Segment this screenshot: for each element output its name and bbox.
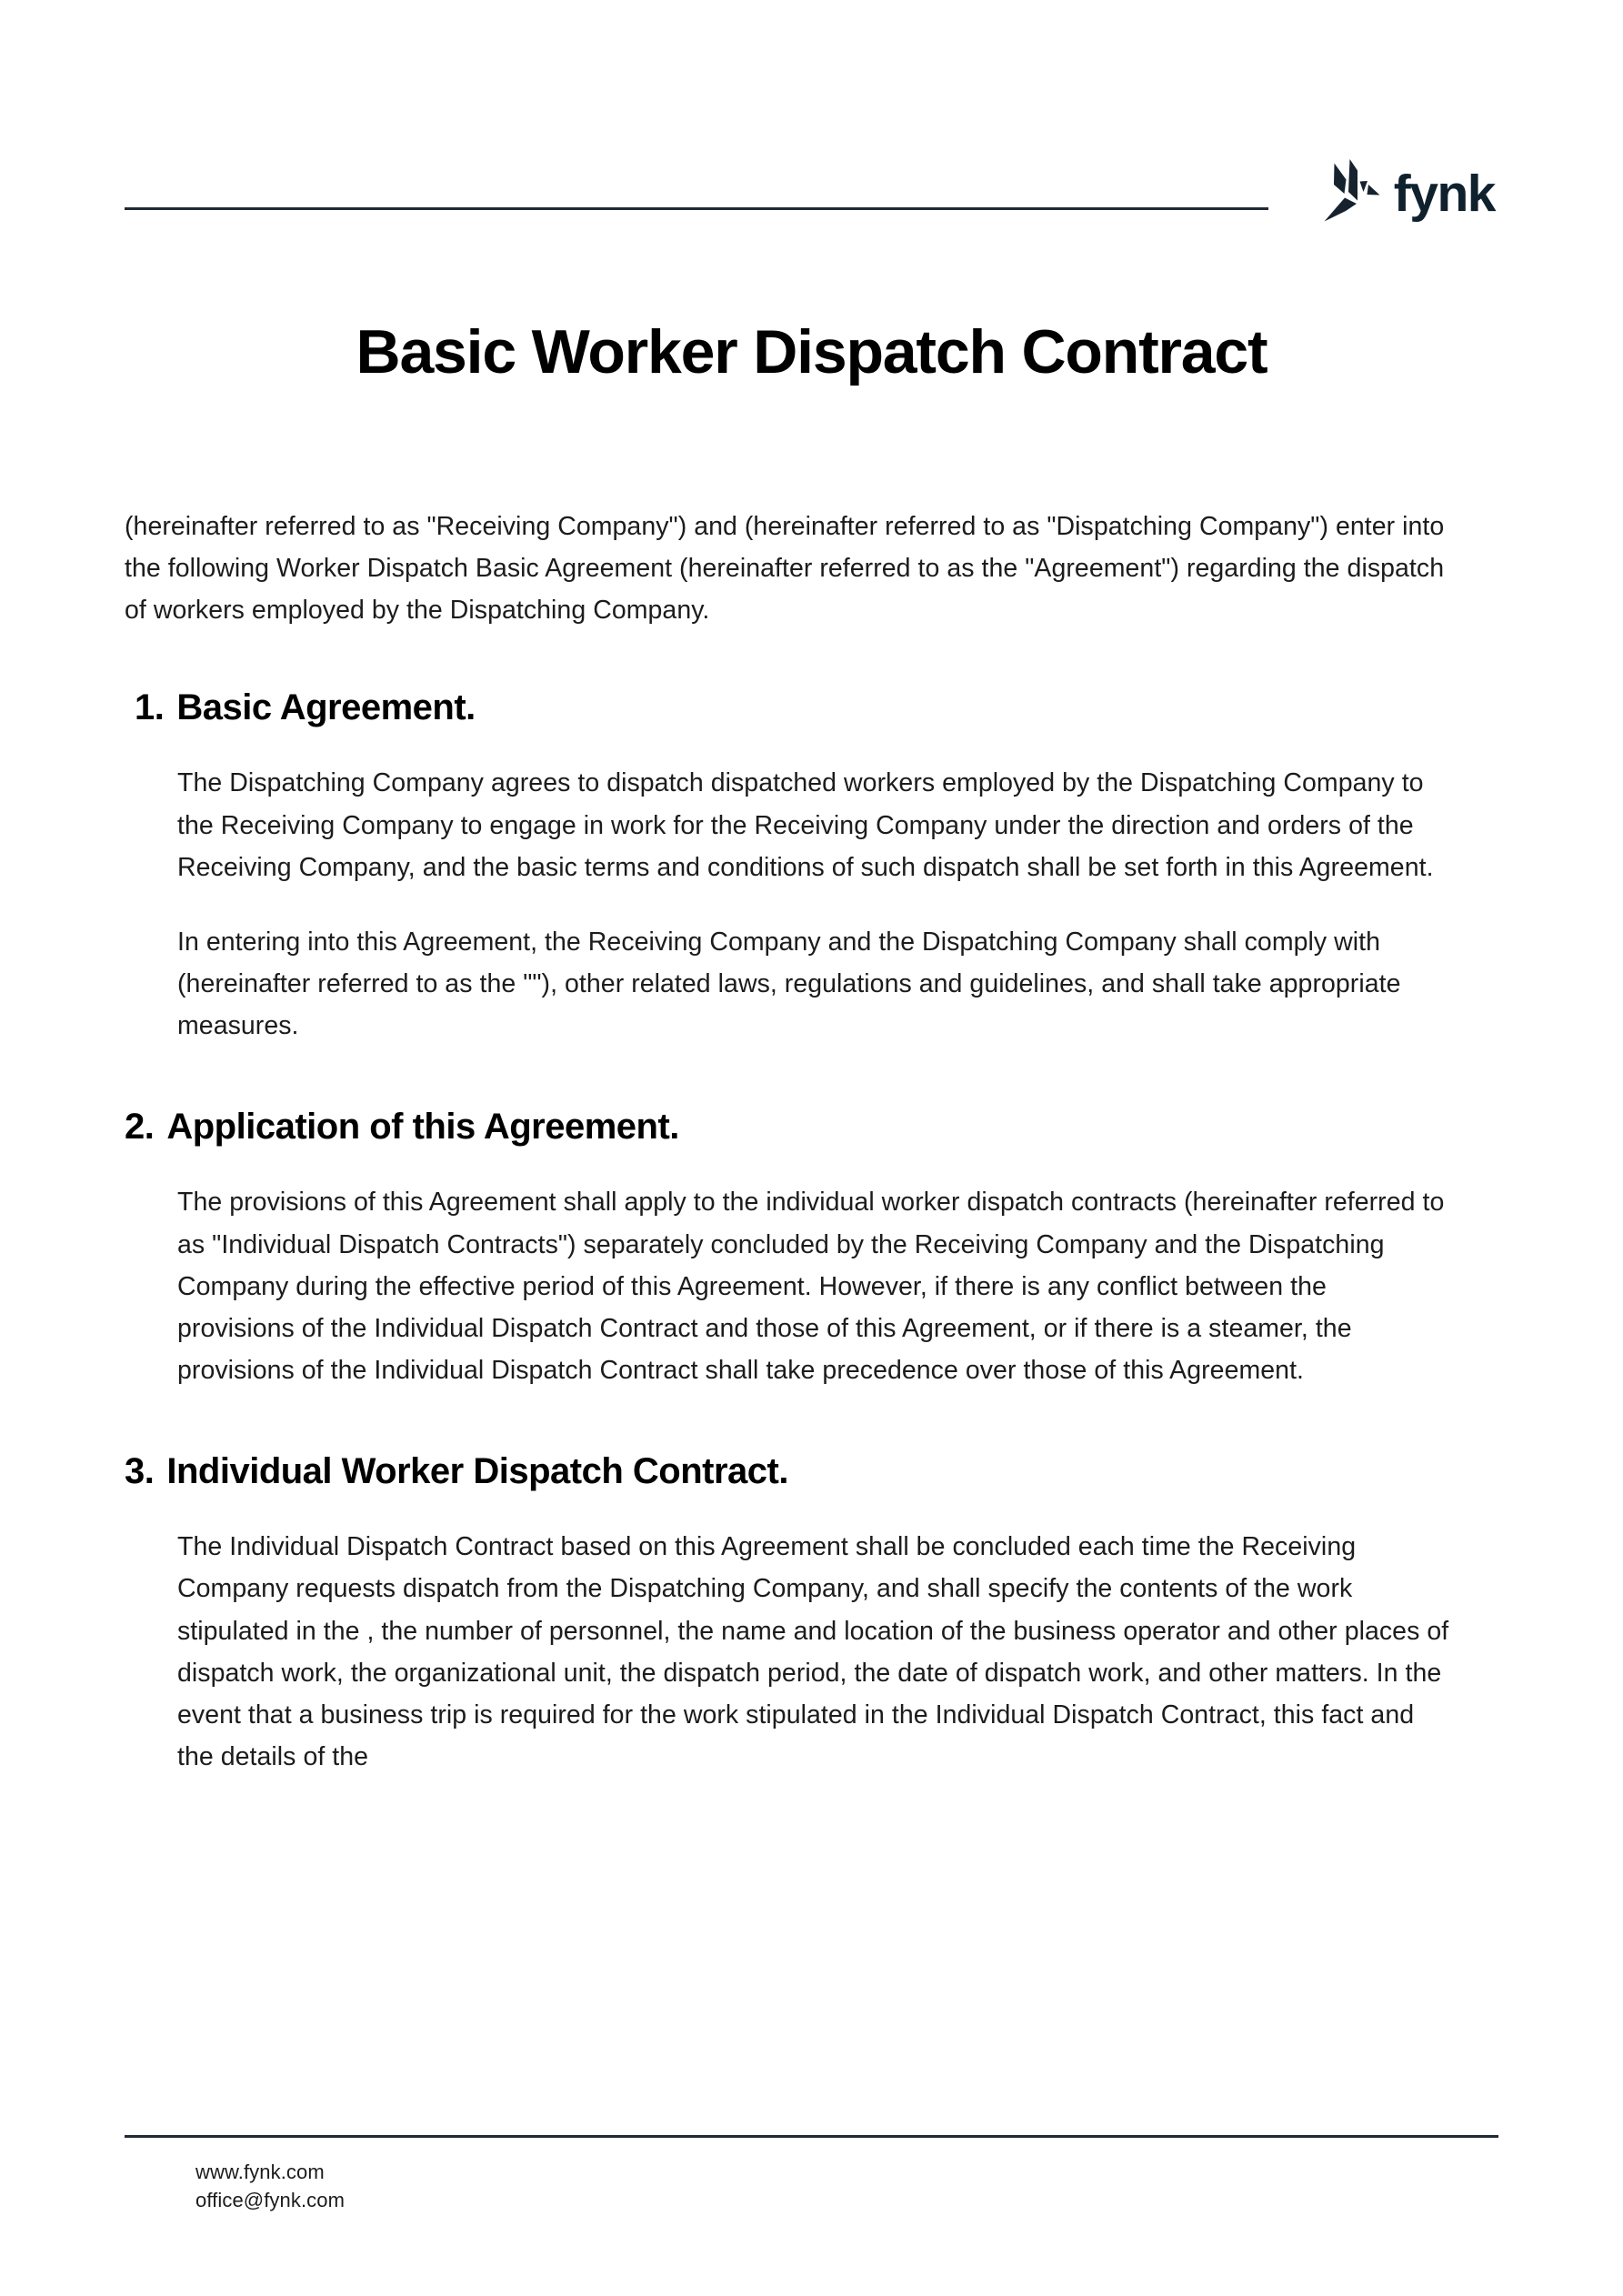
brand-wordmark: fynk <box>1393 164 1495 223</box>
clause-section-2 <box>125 1103 1498 1391</box>
clause-body-1 <box>125 731 1498 1047</box>
preamble-paragraph: (hereinafter referred to as "Receiving Company") and (hereinafter referred to as "Dispatching Company") enter into the following Worker Dispatch Basic Agreement (hereinafter referred to as the "Agreement") regarding the dispatch of workers employed by the Dispatching Company. <box>125 512 1445 626</box>
clause-title-2: Application of this Agreement. <box>166 1107 679 1148</box>
clause-body-3 <box>125 1495 1498 1778</box>
clause-1-paragraph-2: In entering into this Agreement, the Receiving Company and the Dispatching Company shall comply with (hereinafter referred to as the ""), other related laws, regulations and guidelines, and shall take appropriate measures. <box>177 927 1401 1041</box>
clause-title-3: Individual Worker Dispatch Contract. <box>166 1451 788 1492</box>
clause-number-3: 3. <box>125 1451 155 1492</box>
clause-3-paragraph-1: The Individual Dispatch Contract based on this Agreement shall be concluded each time the Receiving Company requests dispatch from the Dispatching Company, and shall specify the contents of the work stipulated in the , the number of personnel, the name and location of the business operator and other places of dispatch work, the organizational unit, the dispatch period, the date of dispatch work, and other matters. In the event that a business trip is required for the work stipulated in the Individual Dispatch Contract, this fact and the details of the <box>177 1532 1449 1771</box>
clause-body-2 <box>125 1150 1498 1391</box>
clause-number-2: 2. <box>125 1107 155 1148</box>
document-body <box>125 506 1498 1778</box>
clause-section-1 <box>125 684 1498 1047</box>
clause-2-paragraph-1: The provisions of this Agreement shall apply to the individual worker dispatch contracts (hereinafter referred to as "Individual Dispatch Contracts") separately concluded by the Receiving Company and the Dispatching Company during the effective period of this Agreement. However, if there is any conflict between the provisions of the Individual Dispatch Contract and those of this Agreement, or if there is a steamer, the provisions of the Individual Dispatch Contract shall take precedence over those of this Agreement. <box>177 1188 1445 1386</box>
header-divider-rule <box>125 207 1268 210</box>
footer-contact-block <box>125 2138 1498 2214</box>
clause-section-3 <box>125 1448 1498 1778</box>
page-footer <box>125 2135 1498 2214</box>
brand-lockup <box>1268 157 1498 225</box>
clause-heading-3 <box>125 1448 1498 1495</box>
clause-1-paragraph-1: The Dispatching Company agrees to dispatch dispatched workers employed by the Dispatching Company to the Receiving Company to engage in work for the Receiving Company under the direction and orders of the Receiving Company, and the basic terms and conditions of such dispatch shall be set forth in this Agreement. <box>177 768 1434 882</box>
page-header <box>125 141 1498 241</box>
footer-website[interactable]: www.fynk.com <box>195 2161 325 2183</box>
clause-heading-1 <box>125 684 1498 731</box>
clause-heading-2 <box>125 1103 1498 1150</box>
clause-number-1: 1. <box>135 687 165 728</box>
fynk-bird-logo-icon <box>1323 157 1381 225</box>
footer-email[interactable]: office@fynk.com <box>195 2189 346 2212</box>
clause-title-1: Basic Agreement. <box>176 687 476 728</box>
document-title: Basic Worker Dispatch Contract <box>356 317 1267 386</box>
